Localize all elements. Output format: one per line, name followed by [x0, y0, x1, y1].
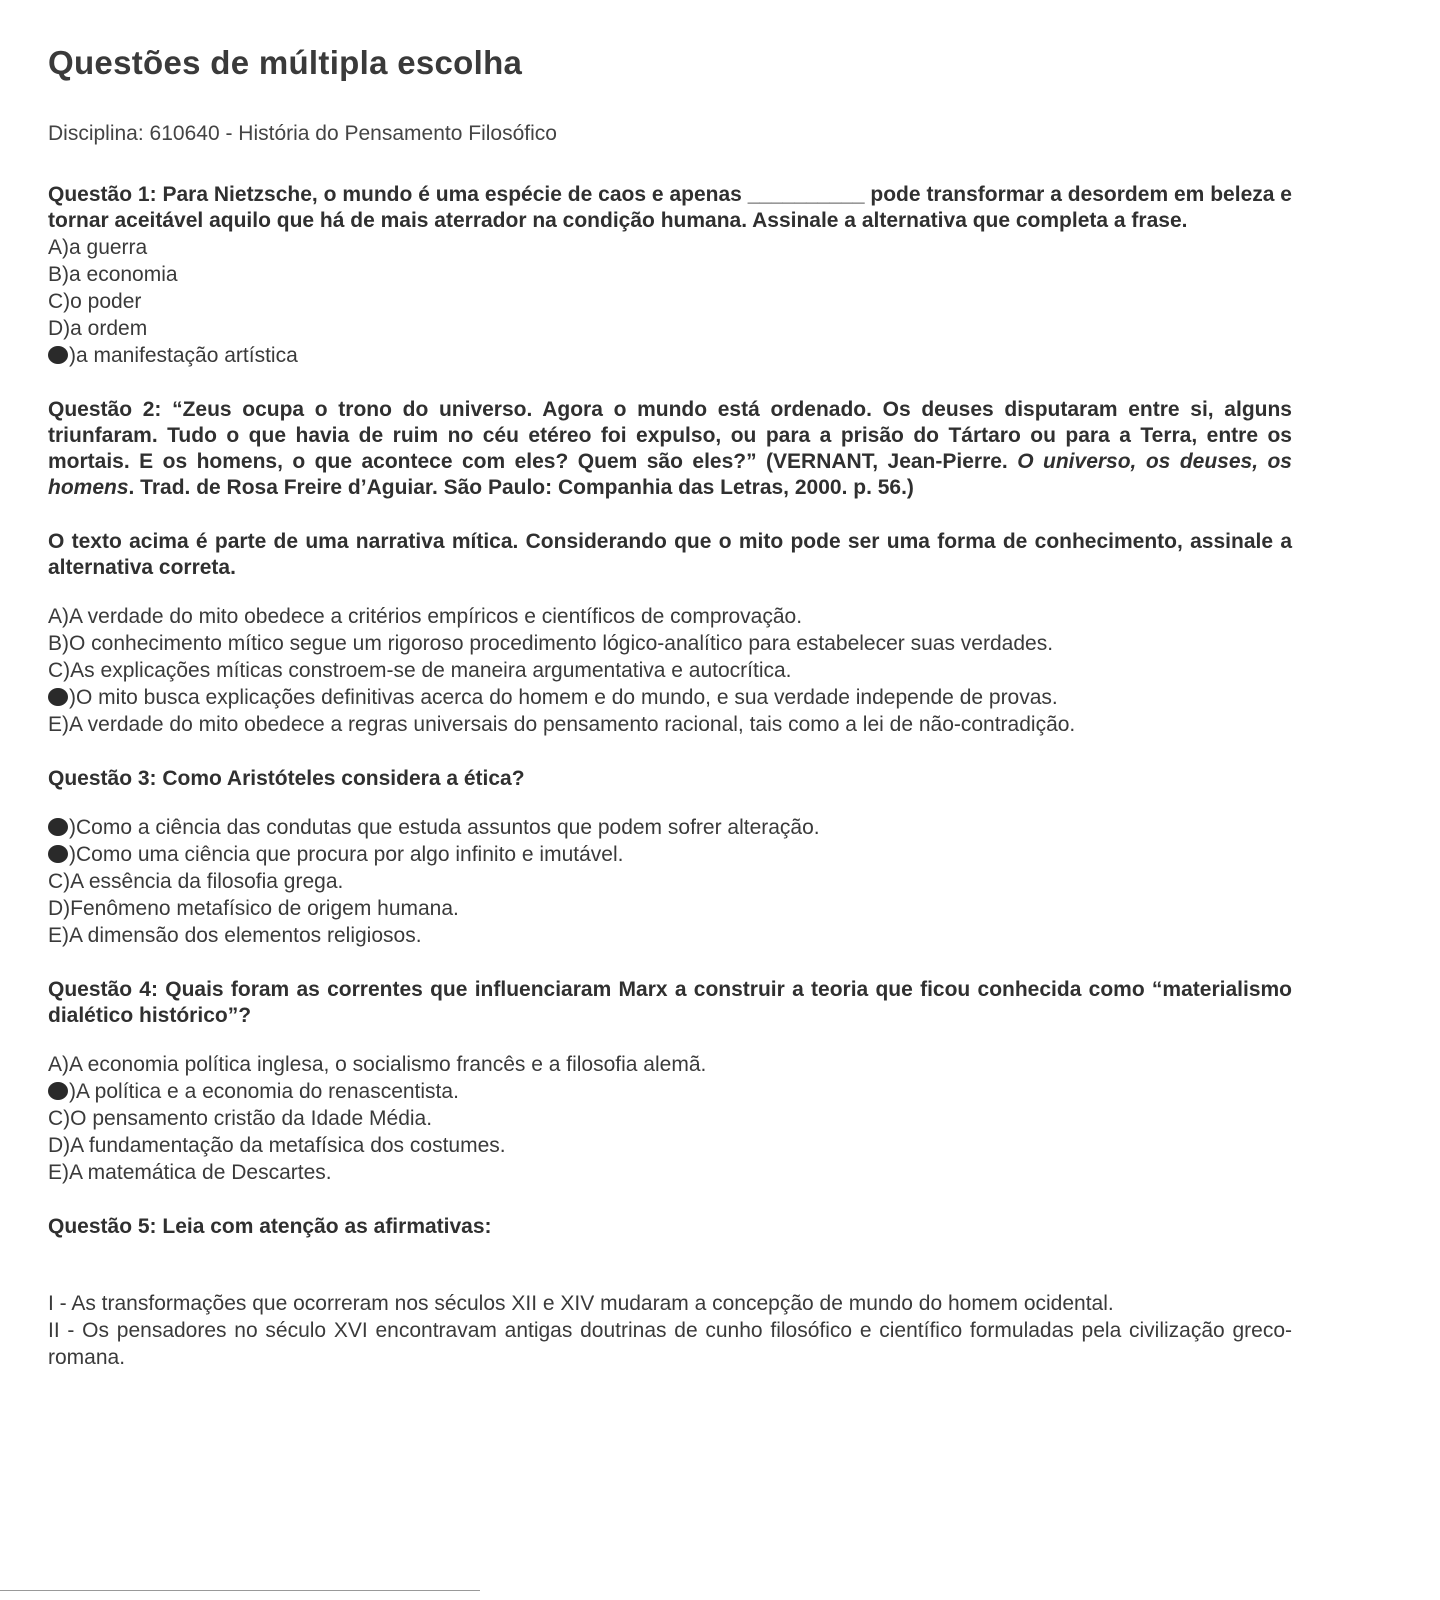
option-letter: C)	[48, 290, 71, 313]
question-label: Questão 5:	[48, 1215, 157, 1238]
statement: II - Os pensadores no século XVI encontravam antigas doutrinas de cunho filosófico e científico formuladas pela civilização greco-romana.	[48, 1319, 1292, 1369]
option-text: A política e a economia do renascentista.	[76, 1080, 459, 1103]
question-5	[48, 1214, 1292, 1240]
option-text: A essência da filosofia grega.	[70, 870, 344, 893]
option-text: a ordem	[70, 317, 148, 340]
option-d[interactable]	[48, 895, 1292, 922]
question-text: Como Aristóteles considera a ética?	[162, 767, 525, 790]
question-list	[48, 182, 1292, 1399]
statement: I - As transformações que ocorreram nos séculos XII e XIV mudaram a concepção de mundo do homem ocidental.	[48, 1292, 1114, 1315]
question-text: Quais foram as correntes que influenciaram Marx a construir a teoria que ficou conhecida como “materialismo dialético histórico”?	[48, 978, 1292, 1027]
option-paren: )	[69, 686, 76, 709]
option-paren: )	[69, 1080, 76, 1103]
option-text: Como uma ciência que procura por algo infinito e imutável.	[76, 843, 624, 866]
page-title: Questões de múltipla escolha	[48, 44, 523, 81]
question-4	[48, 977, 1292, 1029]
option-letter: A)	[48, 605, 69, 628]
option-c[interactable]	[48, 868, 1292, 895]
option-paren: )	[69, 344, 76, 367]
option-letter: D)	[48, 1134, 71, 1157]
option-letter: C)	[48, 659, 71, 682]
option-b[interactable]	[48, 1078, 1292, 1105]
marked-answer-icon	[48, 818, 68, 836]
question-3	[48, 766, 1292, 792]
option-paren: )	[69, 843, 76, 866]
option-text: Fenômeno metafísico de origem humana.	[70, 897, 459, 920]
option-letter: A)	[48, 1053, 69, 1076]
question-label: Questão 2:	[48, 398, 162, 421]
option-d[interactable]	[48, 315, 1292, 342]
option-text: a guerra	[69, 236, 148, 259]
option-a[interactable]	[48, 603, 1292, 630]
option-e[interactable]	[48, 1159, 1292, 1186]
option-letter: D)	[48, 897, 71, 920]
option-c[interactable]	[48, 288, 1292, 315]
option-e[interactable]	[48, 711, 1292, 738]
question-2	[48, 397, 1292, 501]
question-text: Para Nietzsche, o mundo é uma espécie de caos e apenas __________ pode transformar a desordem em beleza e tornar aceitável aquilo que há de mais aterrador na condição humana. Assinale a alternativa que completa a frase.	[48, 183, 1292, 232]
option-e[interactable]	[48, 922, 1292, 949]
document-page	[48, 40, 1292, 1399]
option-text: O pensamento cristão da Idade Média.	[70, 1107, 433, 1130]
option-a[interactable]	[48, 234, 1292, 261]
option-text: O mito busca explicações definitivas acerca do homem e do mundo, e sua verdade independe de provas.	[76, 686, 1058, 709]
option-text: o poder	[70, 290, 142, 313]
option-b[interactable]	[48, 261, 1292, 288]
option-text: As explicações míticas constroem-se de maneira argumentativa e autocrítica.	[70, 659, 792, 682]
question-1	[48, 182, 1292, 234]
option-text: a economia	[69, 263, 178, 286]
option-letter: C)	[48, 1107, 71, 1130]
option-text: A economia política inglesa, o socialismo francês e a filosofia alemã.	[69, 1053, 707, 1076]
option-text: A fundamentação da metafísica dos costumes.	[70, 1134, 506, 1157]
option-letter: D)	[48, 317, 71, 340]
option-d[interactable]	[48, 1132, 1292, 1159]
option-b[interactable]	[48, 841, 1292, 868]
option-a[interactable]	[48, 1051, 1292, 1078]
option-b[interactable]	[48, 630, 1292, 657]
option-paren: )	[69, 816, 76, 839]
option-text: a manifestação artística	[76, 344, 298, 367]
option-text: O conhecimento mítico segue um rigoroso procedimento lógico-analítico para estabelecer suas verdades.	[69, 632, 1054, 655]
option-letter: E)	[48, 924, 69, 947]
question-label: Questão 3:	[48, 767, 157, 790]
option-letter: C)	[48, 870, 71, 893]
question-text: Leia com atenção as afirmativas:	[162, 1215, 492, 1238]
option-e[interactable]	[48, 342, 1292, 369]
option-c[interactable]	[48, 657, 1292, 684]
marked-answer-icon	[48, 1082, 68, 1100]
option-letter: A)	[48, 236, 69, 259]
option-a[interactable]	[48, 814, 1292, 841]
option-letter: B)	[48, 263, 69, 286]
question-label: Questão 4:	[48, 978, 158, 1001]
option-letter: E)	[48, 1161, 69, 1184]
marked-answer-icon	[48, 845, 68, 863]
citation-title: O universo, os deuses, os homens	[48, 450, 1292, 499]
option-c[interactable]	[48, 1105, 1292, 1132]
option-text: A verdade do mito obedece a regras universais do pensamento racional, tais como a lei de não-contradição.	[69, 713, 1076, 736]
marked-answer-icon	[48, 346, 68, 364]
discipline: Disciplina: 610640 - História do Pensamento Filosófico	[48, 122, 557, 145]
option-text: Como a ciência das condutas que estuda assuntos que podem sofrer alteração.	[76, 816, 820, 839]
question-text: “Zeus ocupa o trono do universo. Agora o mundo está ordenado. Os deuses disputaram entre si, alguns triunfaram. Tudo o que havia de ruim no céu etéreo foi expulso, ou para a prisão do Tártaro ou para a Terra, entre os mortais. E os homens, o que acontece com eles? Quem são eles?” (VERNANT, Jean-Pierre.	[48, 398, 1292, 473]
question-label: Questão 1:	[48, 183, 157, 206]
option-text: A dimensão dos elementos religiosos.	[69, 924, 422, 947]
option-text: A matemática de Descartes.	[69, 1161, 332, 1184]
divider	[0, 1590, 480, 1591]
option-text: A verdade do mito obedece a critérios empíricos e científicos de comprovação.	[69, 605, 803, 628]
option-letter: B)	[48, 632, 69, 655]
question-prompt: O texto acima é parte de uma narrativa mítica. Considerando que o mito pode ser uma forma de conhecimento, assinale a alternativa correta.	[48, 530, 1292, 579]
option-letter: E)	[48, 713, 69, 736]
marked-answer-icon	[48, 688, 68, 706]
citation-details: . Trad. de Rosa Freire d’Aguiar. São Paulo: Companhia das Letras, 2000. p. 56.)	[128, 476, 914, 499]
option-d[interactable]	[48, 684, 1292, 711]
